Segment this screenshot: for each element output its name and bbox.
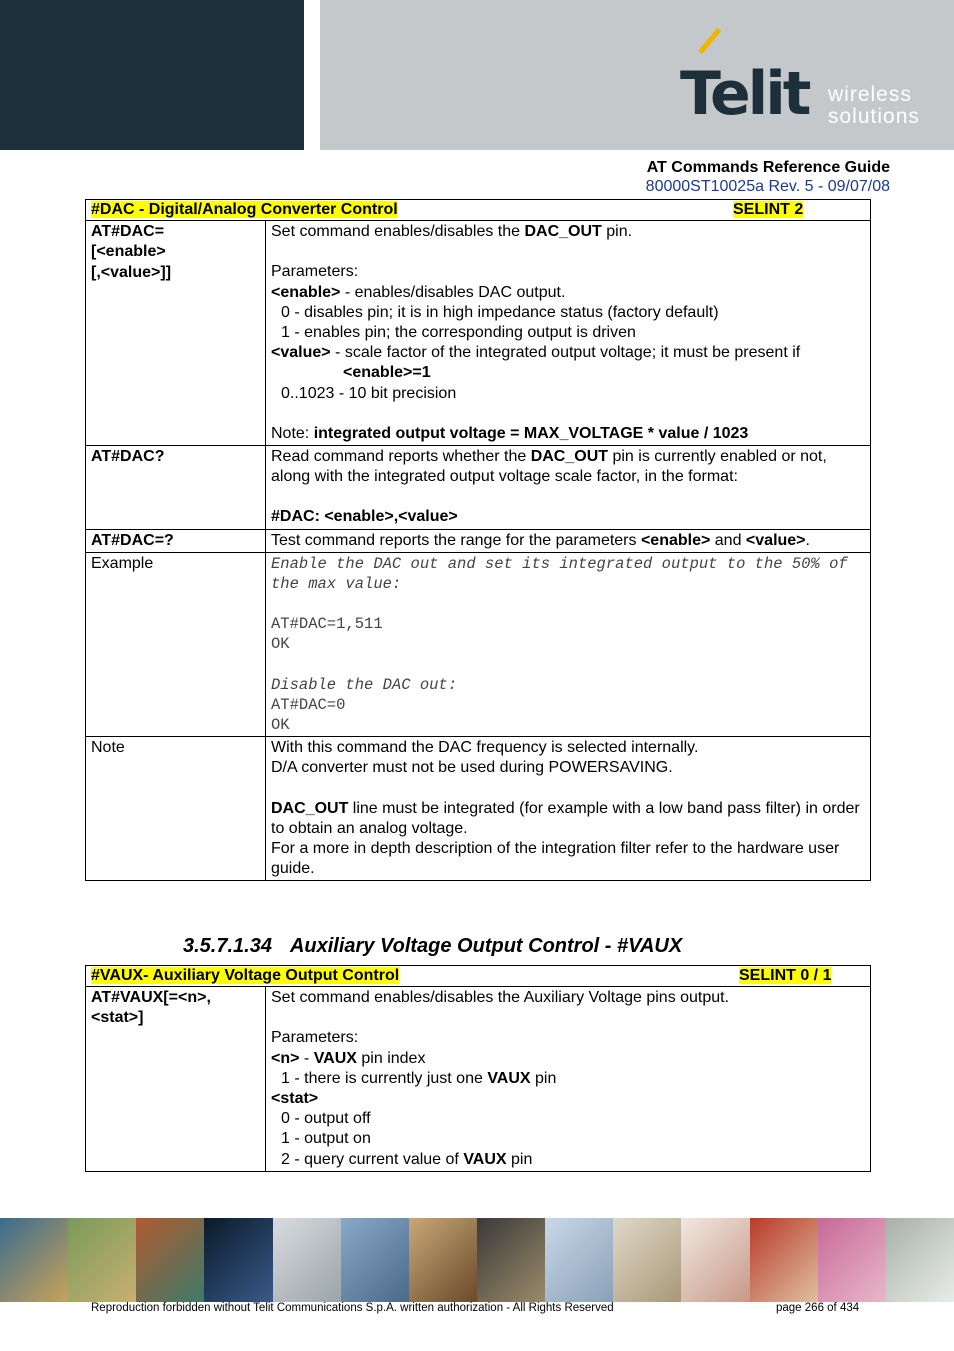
vaux-command-table (85, 965, 871, 1172)
footer-photo (477, 1218, 545, 1302)
description-cell: Test command reports the range for the parameters <enable> and <value>. (266, 529, 871, 552)
table-header-row (86, 200, 871, 221)
description-cell: Read command reports whether the DAC_OUT pin is currently enabled or not, along with the integrated output voltage scale factor, in the format: #DAC: <enable>,<value> (266, 446, 871, 530)
section-heading (183, 935, 682, 958)
logo-tagline-1: wireless (828, 83, 912, 106)
logo-tagline-2: solutions (828, 105, 920, 128)
footer-photo (886, 1218, 954, 1302)
footer-photo (273, 1218, 341, 1302)
command-cell: Note (86, 737, 266, 881)
header-dark-band (0, 0, 304, 150)
table-row (86, 737, 871, 881)
section-title: Auxiliary Voltage Output Control - #VAUX (289, 935, 683, 957)
footer-photo (545, 1218, 613, 1302)
table-row (86, 446, 871, 530)
example-cell: Enable the DAC out and set its integrated output to the 50% of the max value: AT#DAC=1,511 OK Disable the DAC out: AT#DAC=0 OK (266, 552, 871, 736)
footer-photo (204, 1218, 272, 1302)
doc-reference: 80000ST10025a Rev. 5 - 09/07/08 (645, 178, 890, 195)
command-cell: AT#DAC= [<enable> [,<value>]] (86, 221, 266, 446)
description-cell: With this command the DAC frequency is selected internally. D/A converter must not be used during POWERSAVING. DAC_OUT line must be integrated (for example with a low band pass filter) in order to obtain an analog voltage. For a more in depth description of the integration filter refer to the hardware user guide. (266, 737, 871, 881)
dac-command-table (85, 199, 871, 881)
description-cell: Set command enables/disables the DAC_OUT pin. Parameters: <enable> - enables/disables DAC output. 0 - disables pin; it is in high impedance status (factory default) 1 - enables pin; the corresponding output is driven <value> - scale factor of the integrated output voltage; it must be present if <enable>=1 0..1023 - 10 bit precision Note: integrated output voltage = MAX_VOLTAGE * value / 1023 (266, 221, 871, 446)
footer-photo (409, 1218, 477, 1302)
page-number: page 266 of 434 (776, 1302, 860, 1314)
telit-logo (676, 50, 938, 134)
command-cell: AT#DAC? (86, 446, 266, 530)
footer-photo-strip (0, 1218, 954, 1302)
command-cell: AT#VAUX[=<n>, <stat>] (86, 987, 266, 1172)
footer-photo (68, 1218, 136, 1302)
vaux-table-title: #VAUX- Auxiliary Voltage Output Control (91, 967, 400, 984)
logo-wordmark: Telit (680, 59, 809, 129)
dac-table-title: #DAC - Digital/Analog Converter Control (91, 201, 398, 218)
command-cell: AT#DAC=? (86, 529, 266, 552)
description-cell: Set command enables/disables the Auxiliary Voltage pins output. Parameters: <n> - VAUX pin index 1 - there is currently just one VAUX pin <stat> 0 - output off 1 - output on 2 - query current value of VAUX pin (266, 987, 871, 1172)
table-row (86, 987, 871, 1172)
footer-copyright: Reproduction forbidden without Telit Communications S.p.A. written authorization - All Rights Reserved (91, 1302, 614, 1314)
table-row (86, 221, 871, 446)
footer-photo (341, 1218, 409, 1302)
footer-photo (136, 1218, 204, 1302)
dac-selint-badge: SELINT 2 (733, 201, 804, 218)
table-header-row (86, 966, 871, 987)
command-cell: Example (86, 552, 266, 736)
vaux-selint-badge: SELINT 0 / 1 (739, 967, 832, 984)
section-number: 3.5.7.1.34 (183, 935, 272, 957)
logo-tagline (828, 84, 920, 128)
footer-photo (818, 1218, 886, 1302)
footer-photo (681, 1218, 749, 1302)
table-row (86, 529, 871, 552)
footer-photo (750, 1218, 818, 1302)
footer-photo (0, 1218, 68, 1302)
table-row (86, 552, 871, 736)
doc-title: AT Commands Reference Guide (646, 159, 890, 176)
footer-photo (613, 1218, 681, 1302)
